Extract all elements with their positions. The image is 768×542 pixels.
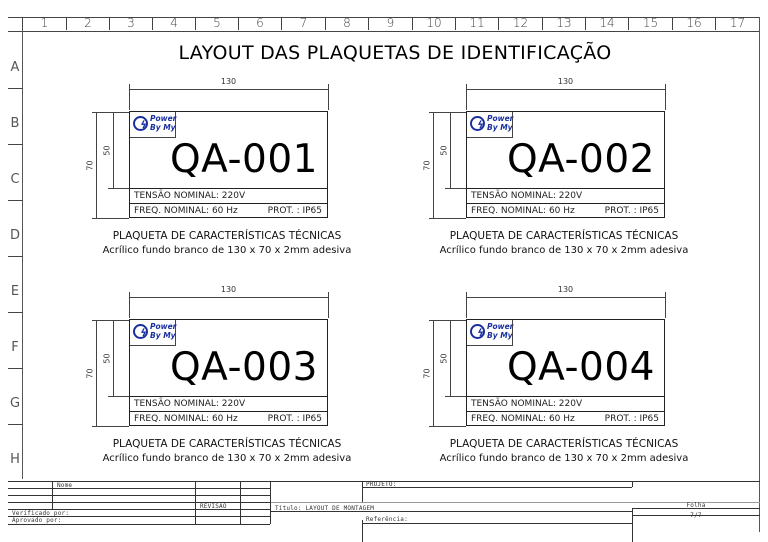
dim-tick (445, 396, 466, 397)
plate-group-qa-004 (419, 285, 699, 475)
tb-project-label: PROJETO: (366, 481, 397, 488)
dim-tick (92, 320, 129, 321)
row-label: B (10, 116, 20, 131)
plate-caption-desc: Acrílico fundo branco de 130 x 70 x 2mm adesiva (439, 245, 689, 256)
power-by-my-logo (130, 320, 176, 346)
column-label: 3 (109, 17, 152, 30)
column-label: 8 (325, 17, 368, 30)
row-divider (8, 144, 23, 145)
logo-line1: Power (150, 322, 177, 331)
tb-sheet-label: Folha (686, 502, 706, 509)
logo-text (487, 322, 513, 340)
plate-caption-title: PLAQUETA DE CARACTERÍSTICAS TÉCNICAS (112, 230, 342, 242)
logo-text (150, 114, 176, 132)
column-label: 17 (715, 17, 759, 30)
plate-frequency-row (130, 203, 327, 218)
dim-tick (92, 112, 129, 113)
tb-line (8, 488, 270, 489)
dim-tick (665, 84, 666, 110)
plate-voltage: TENSÃO NOMINAL: 220V (467, 188, 664, 203)
row-divider (8, 368, 23, 369)
dim-tick (129, 292, 130, 318)
dim-inner-height-line (113, 321, 114, 397)
row-divider (8, 424, 23, 425)
plate-code: QA-004 (506, 345, 655, 390)
plate-frequency-row (130, 411, 327, 426)
lightning-bolt-icon: ϟ (470, 116, 485, 131)
tb-revision-label: REVISÃO (200, 503, 227, 510)
tb-line (8, 495, 270, 496)
column-label: 13 (542, 17, 585, 30)
dim-inner-height-line (113, 113, 114, 189)
dim-width-line (129, 297, 328, 298)
plate-code: QA-002 (506, 137, 655, 182)
plate-frequency-row (467, 411, 664, 426)
title-block (0, 478, 768, 542)
power-by-my-logo (467, 112, 513, 138)
row-label: A (10, 60, 20, 75)
dim-inner-height-label: 50 (102, 145, 112, 156)
dim-tick (429, 426, 466, 427)
lightning-bolt-icon: ϟ (133, 116, 148, 131)
plate-caption-title: PLAQUETA DE CARACTERÍSTICAS TÉCNICAS (449, 438, 679, 450)
tb-line (8, 524, 270, 525)
column-label: 6 (238, 17, 281, 30)
plate-group-qa-001 (82, 77, 362, 267)
tb-line (8, 502, 270, 503)
dim-width-line (466, 89, 665, 90)
row-label: D (9, 228, 20, 243)
logo-line2: By My (150, 123, 176, 132)
plate-group-qa-003 (82, 285, 362, 475)
power-by-my-logo (467, 320, 513, 346)
plate-protection: PROT. : IP65 (267, 414, 322, 424)
plate-frequency-row (467, 203, 664, 218)
tb-line (195, 481, 196, 524)
tb-reference-label: Referência: (366, 516, 408, 523)
row-divider (8, 88, 23, 89)
dim-tick (429, 112, 466, 113)
lightning-bolt-icon: ϟ (133, 324, 148, 339)
row-divider (8, 312, 23, 313)
tb-line (362, 481, 363, 502)
plate-voltage: TENSÃO NOMINAL: 220V (130, 188, 327, 203)
row-label: F (11, 340, 19, 355)
dim-height-line (433, 321, 434, 427)
tb-line (362, 520, 363, 542)
tb-verified-label: Verificado por: (12, 510, 70, 517)
dim-tick (328, 84, 329, 110)
plate-qa-002 (466, 111, 665, 218)
dim-inner-height-label: 50 (439, 145, 449, 156)
dim-tick (92, 426, 129, 427)
dim-width-label: 130 (557, 285, 574, 294)
tb-line (362, 487, 632, 488)
frame-right-border (759, 17, 760, 532)
column-label: 2 (66, 17, 109, 30)
plate-protection: PROT. : IP65 (267, 206, 322, 216)
dim-inner-height-line (450, 113, 451, 189)
column-label: 15 (628, 17, 672, 30)
plate-caption-desc: Acrílico fundo branco de 130 x 70 x 2mm adesiva (102, 245, 352, 256)
plate-voltage: TENSÃO NOMINAL: 220V (467, 396, 664, 411)
tb-title-label: Título: LAYOUT DE MONTAGEM (275, 505, 375, 512)
logo-text (150, 322, 176, 340)
dim-inner-height-line (450, 321, 451, 397)
logo-line1: Power (487, 322, 514, 331)
tb-line (52, 481, 53, 509)
dim-width-line (129, 89, 328, 90)
plate-frequency: FREQ. NOMINAL: 60 Hz (134, 206, 238, 216)
plate-qa-004 (466, 319, 665, 426)
tb-line (240, 481, 241, 524)
row-divider (8, 256, 23, 257)
dim-height-label: 70 (422, 368, 432, 379)
row-label: H (10, 452, 20, 467)
dim-tick (466, 84, 467, 110)
plate-caption-title: PLAQUETA DE CARACTERÍSTICAS TÉCNICAS (449, 230, 679, 242)
dim-height-label: 70 (85, 368, 95, 379)
plate-caption-title: PLAQUETA DE CARACTERÍSTICAS TÉCNICAS (112, 438, 342, 450)
plate-code: QA-003 (169, 345, 318, 390)
row-label: G (9, 396, 21, 411)
row-label: E (10, 284, 20, 299)
dim-width-line (466, 297, 665, 298)
dim-tick (129, 84, 130, 110)
tb-name-label: Nome (57, 482, 73, 489)
logo-line2: By My (487, 331, 513, 340)
power-by-my-logo (130, 112, 176, 138)
dim-width-label: 130 (220, 77, 237, 86)
tb-approved-label: Aprovado por: (12, 517, 62, 524)
column-label: 5 (195, 17, 238, 30)
row-label: C (10, 172, 20, 187)
plate-protection: PROT. : IP65 (604, 414, 659, 424)
column-label: 7 (281, 17, 325, 30)
tb-sheet-value: 7/7 (690, 512, 702, 519)
dim-tick (445, 188, 466, 189)
column-label: 16 (672, 17, 715, 30)
dim-tick (429, 320, 466, 321)
plate-frequency: FREQ. NOMINAL: 60 Hz (471, 206, 575, 216)
column-label: 4 (152, 17, 195, 30)
column-label: 9 (368, 17, 412, 30)
dim-tick (108, 396, 129, 397)
dim-height-line (433, 113, 434, 219)
plate-frequency: FREQ. NOMINAL: 60 Hz (471, 414, 575, 424)
column-labels (22, 17, 759, 32)
plate-caption-desc: Acrílico fundo branco de 130 x 70 x 2mm adesiva (102, 453, 352, 464)
logo-line2: By My (487, 123, 513, 132)
dim-tick (328, 292, 329, 318)
plate-frequency: FREQ. NOMINAL: 60 Hz (134, 414, 238, 424)
tb-line (362, 523, 632, 524)
column-label: 1 (22, 17, 66, 30)
dim-tick (466, 292, 467, 318)
dim-inner-height-label: 50 (102, 353, 112, 364)
dim-width-label: 130 (220, 285, 237, 294)
dim-tick (108, 188, 129, 189)
page-title: LAYOUT DAS PLAQUETAS DE IDENTIFICAÇÃO (178, 42, 612, 64)
plate-code: QA-001 (169, 137, 318, 182)
logo-line1: Power (150, 114, 177, 123)
plate-group-qa-002 (419, 77, 699, 267)
plate-qa-001 (129, 111, 328, 218)
dim-width-label: 130 (557, 77, 574, 86)
column-label: 14 (585, 17, 628, 30)
plate-qa-003 (129, 319, 328, 426)
dim-inner-height-label: 50 (439, 353, 449, 364)
dim-height-line (96, 321, 97, 427)
dim-height-label: 70 (85, 160, 95, 171)
tb-line (632, 481, 633, 487)
dim-tick (429, 218, 466, 219)
dim-height-line (96, 113, 97, 219)
lightning-bolt-icon: ϟ (470, 324, 485, 339)
dim-tick (92, 218, 129, 219)
logo-text (487, 114, 513, 132)
plate-protection: PROT. : IP65 (604, 206, 659, 216)
column-label: 10 (412, 17, 455, 30)
plate-voltage: TENSÃO NOMINAL: 220V (130, 396, 327, 411)
logo-line1: Power (487, 114, 514, 123)
row-divider (8, 200, 23, 201)
tb-line (270, 481, 271, 524)
dim-height-label: 70 (422, 160, 432, 171)
logo-line2: By My (150, 331, 176, 340)
plate-caption-desc: Acrílico fundo branco de 130 x 70 x 2mm adesiva (439, 453, 689, 464)
dim-tick (665, 292, 666, 318)
frame-left-border (22, 17, 23, 479)
column-label: 12 (498, 17, 542, 30)
column-label: 11 (455, 17, 498, 30)
